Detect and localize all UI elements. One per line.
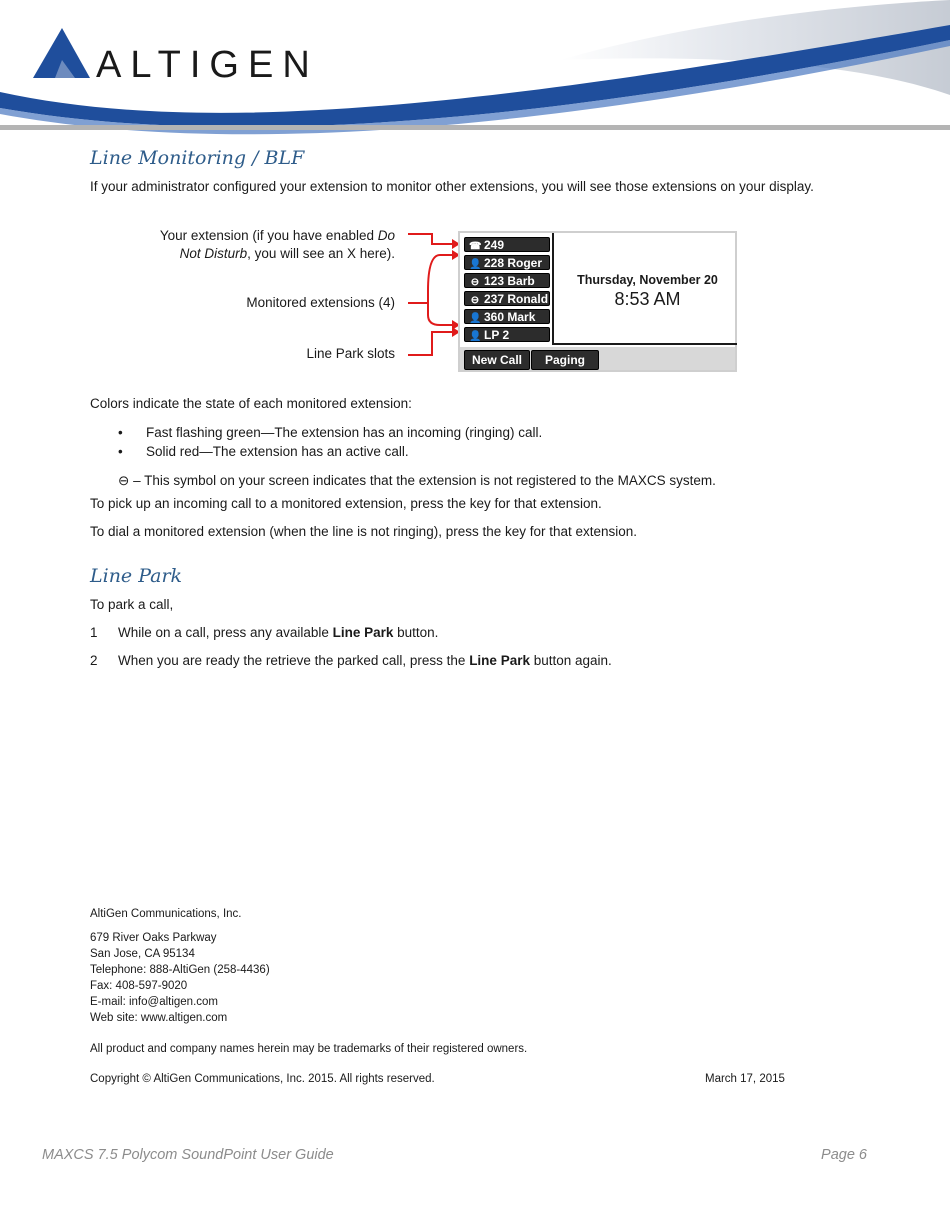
page-number: Page 6 — [821, 1147, 867, 1163]
line-key-4[interactable]: ⊖ 237 Ronald — [464, 291, 550, 306]
dial-paragraph: To dial a monitored extension (when the line is not ringing), press the key for that extension. — [90, 524, 638, 539]
step-1: While on a call, press any available Line Park button. — [118, 625, 439, 640]
person-icon: 👤 — [469, 313, 482, 324]
page-header — [0, 0, 950, 135]
line-key-5[interactable]: 👤 360 Mark — [464, 309, 550, 324]
pickup-paragraph: To pick up an incoming call to a monitored extension, press the key for that extension. — [90, 496, 602, 511]
line-key-1[interactable]: ☎ 249 — [464, 237, 550, 252]
step-number: 2 — [90, 653, 98, 668]
bullet-ringing: Fast flashing green—The extension has an incoming (ringing) call. — [146, 425, 543, 440]
bullet-active: Solid red—The extension has an active call. — [146, 444, 409, 459]
footer-address: 679 River Oaks Parkway San Jose, CA 95134 Telephone: 888-AltiGen (258-4436) Fax: 408-597-9020 E-mail: info@altigen.com Web site: www.altigen.com — [90, 932, 270, 1024]
phone-date: Thursday, November 20 — [577, 273, 718, 287]
step-2: When you are ready the retrieve the parked call, press the Line Park button again. — [118, 653, 612, 668]
callout-your-extension: Your extension (if you have enabled Do Not Disturb, you will see an X here). — [159, 228, 395, 261]
phone-time: 8:53 AM — [614, 289, 681, 309]
line-key-6[interactable]: 👤 LP 2 — [464, 327, 550, 342]
heading-line-park: Line Park — [90, 565, 183, 587]
logo-wordmark: ALTIGEN — [96, 44, 319, 86]
callout-monitored-extensions: Monitored extensions (4) — [246, 295, 395, 310]
bullet-dot-icon: • — [118, 444, 123, 459]
footer-date: March 17, 2015 — [705, 1073, 785, 1085]
softkey-new-call[interactable]: New Call — [464, 350, 530, 370]
line-key-3[interactable]: ⊖ 123 Barb — [464, 273, 550, 288]
unregistered-icon: ⊖ — [470, 277, 480, 288]
unregistered-symbol-line: ⊖ – This symbol on your screen indicates that the extension is not registered to the MAXCS system. — [118, 473, 716, 488]
softkey-paging[interactable]: Paging — [531, 350, 599, 370]
phone-icon: ☎ — [469, 241, 482, 252]
person-icon: 👤 — [469, 259, 482, 270]
states-intro: Colors indicate the state of each monitored extension: — [90, 396, 412, 411]
footer-trademark: All product and company names herein may be trademarks of their registered owners. — [90, 1043, 528, 1055]
person-icon: 👤 — [469, 331, 482, 342]
unregistered-icon: ⊖ — [470, 295, 480, 306]
unregistered-icon: ⊖ — [118, 473, 130, 488]
phone-screen — [458, 231, 737, 372]
page-footer-title: MAXCS 7.5 Polycom SoundPoint User Guide — [42, 1147, 334, 1163]
callout-arrows — [400, 225, 465, 365]
intro-paragraph: If your administrator configured your extension to monitor other extensions, you will see those extensions on your display. — [90, 179, 814, 194]
bullet-dot-icon: • — [118, 425, 123, 440]
line-key-2[interactable]: 👤 228 Roger — [464, 255, 550, 270]
callout-line-park: Line Park slots — [306, 346, 395, 361]
footer-company: AltiGen Communications, Inc. — [90, 908, 242, 920]
step-number: 1 — [90, 625, 98, 640]
heading-line-monitoring: Line Monitoring / BLF — [90, 147, 305, 169]
line-park-intro: To park a call, — [90, 597, 174, 612]
footer-copyright: Copyright © AltiGen Communications, Inc. 2015. All rights reserved. — [90, 1073, 435, 1085]
